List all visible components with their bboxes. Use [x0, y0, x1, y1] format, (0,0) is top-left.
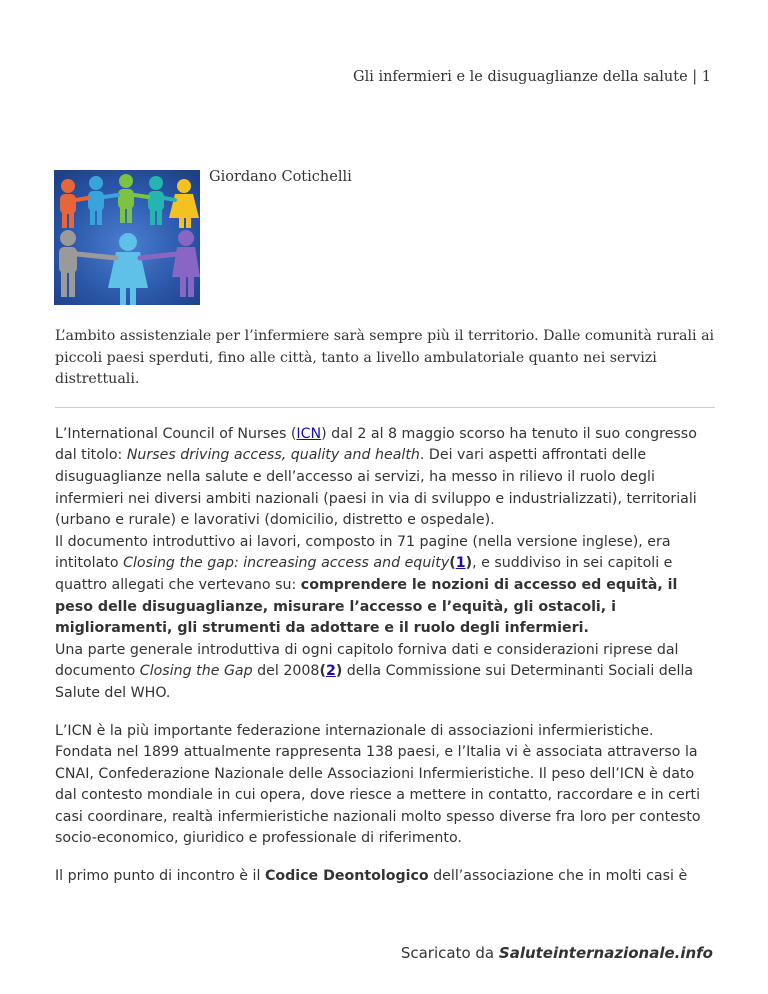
footer-source: [401, 944, 713, 962]
reference-2-link[interactable]: 2: [325, 663, 336, 680]
ref-paren: ): [465, 555, 473, 572]
reference-1-link[interactable]: 1: [455, 555, 466, 572]
text: dell’associazione che in molti casi è: [428, 868, 688, 885]
closing-the-gap-title: Closing the Gap: [139, 663, 253, 680]
people-holding-hands-image: [54, 170, 200, 305]
footer-prefix: Scaricato da: [400, 944, 499, 962]
ref-paren: ): [335, 663, 343, 680]
text: Una parte generale introduttiva di ogni capitolo forniva dati e considerazioni riprese dal documento: [55, 641, 679, 680]
article-body: [55, 326, 715, 888]
text: della Commissione sui Determinanti Sociali della Salute del WHO.: [55, 663, 694, 701]
icn-link[interactable]: ICN: [296, 425, 322, 442]
text: . Dei vari aspetti affrontati delle disuguaglianze nella salute e dell’accesso ai servizi, ha messo in rilievo il ruolo degli infermieri nei diversi ambiti nazionali (paesi in via di sviluppo e industrializzati), territoriali (urbano e rurale) e lavorativi (domicilio, distretto e ospedale).: [55, 447, 697, 529]
text: Il primo punto di incontro è il: [55, 868, 265, 885]
running-header: Gli infermieri e le disuguaglianze della salute | 1: [352, 69, 711, 85]
text: del 2008: [252, 663, 320, 680]
paragraph-codice: [55, 866, 715, 888]
text: ) dal 2 al 8 maggio scorso ha tenuto il suo congresso dal titolo:: [55, 425, 697, 464]
key-topics: comprendere le nozioni di accesso ed equità, il peso delle disuguaglianze, misurare l’accesso e l’equità, gli ostacoli, i miglioramenti, gli strumenti da adottare e il ruolo degli infermieri.: [55, 576, 678, 637]
congress-title: Nurses driving access, quality and health: [126, 447, 420, 464]
document-title: Closing the gap: increasing access and equity: [123, 555, 450, 572]
text: , e suddiviso in sei capitoli e quattro allegati che vertevano su:: [55, 555, 673, 593]
divider: [55, 407, 715, 408]
author-name: Giordano Cotichelli: [209, 169, 352, 185]
text: L’International Council of Nurses (: [55, 425, 297, 442]
intro-paragraph: L’ambito assistenziale per l’infermiere sarà sempre più il territorio. Dalle comunità rurali ai piccoli paesi sperduti, fino alle città, tanto a livello ambulatoriale quanto nei servizi distrettuali.: [55, 328, 715, 388]
paragraph-icn-congress: [55, 424, 715, 705]
footer-site: Saluteinternazionale.info: [498, 944, 713, 962]
ref-paren: (: [449, 555, 456, 572]
codice-deontologico: Codice Deontologico: [264, 868, 429, 885]
text: Il documento introduttivo ai lavori, composto in 71 pagine (nella versione inglese), era intitolato: [55, 533, 671, 572]
ref-paren: (: [319, 663, 326, 680]
paragraph-icn-federation: L’ICN è la più importante federazione internazionale di associazioni infermieristiche. Fondata nel 1899 attualmente rappresenta 138 paesi, e l’Italia vi è associata attraverso la CNAI, Confederazione Nazionale delle Associazioni Infermieristiche. Il peso dell’ICN è dato dal contesto mondiale in cui opera, dove riesce a mettere in contatto, raccordare e in certi casi coordinare, realtà infermieristiche nazionali molto spesso diverse fra loro per contesto socio-economico, giuridico e professionale di riferimento.: [55, 722, 701, 847]
